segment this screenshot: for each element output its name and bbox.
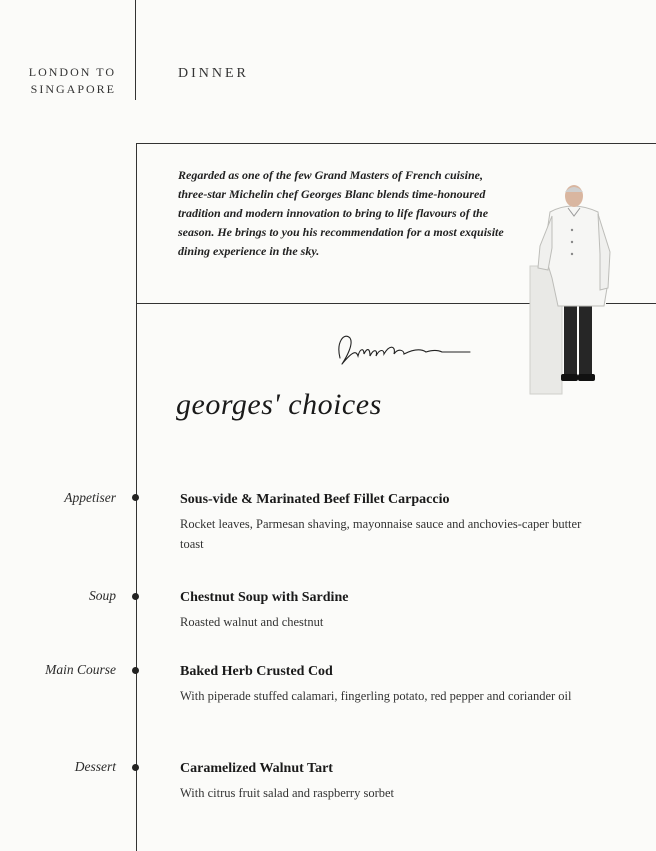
chef-photo — [528, 182, 614, 398]
intro-top-divider — [136, 143, 656, 144]
course-item-dessert — [180, 761, 590, 803]
route-line-1: LONDON TO — [28, 65, 116, 79]
route-line-2: SINGAPORE — [30, 82, 116, 96]
timeline-dot — [132, 764, 139, 771]
dish-title: Baked Herb Crusted Cod — [180, 664, 333, 679]
course-label-main-course: Main Course — [45, 662, 116, 677]
choices-title: georges' choices — [176, 388, 382, 421]
route-label — [0, 64, 116, 98]
dish-description: Rocket leaves, Parmesan shaving, mayonnaise sauce and anchovies-caper butter toast — [180, 517, 582, 551]
course-label-dessert: Dessert — [74, 759, 116, 774]
timeline-dot — [132, 494, 139, 501]
course-item-soup — [180, 590, 590, 632]
timeline-dot — [132, 667, 139, 674]
dish-description: With piperade stuffed calamari, fingerling potato, red pepper and coriander oil — [180, 689, 572, 703]
course-item-appetiser — [180, 492, 590, 554]
dish-description: Roasted walnut and chestnut — [180, 615, 324, 629]
dish-title: Sous-vide & Marinated Beef Fillet Carpaccio — [180, 492, 450, 507]
dish-title: Chestnut Soup with Sardine — [180, 590, 349, 605]
intro-bottom-divider — [136, 303, 540, 304]
course-label-appetiser: Appetiser — [64, 490, 116, 505]
timeline-dot — [132, 593, 139, 600]
chef-intro: Regarded as one of the few Grand Masters of French cuisine, three-star Michelin chef Georges Blanc blends time-honoured tradition and modern innovation to bring to life flavours of the season. He brings to you his recommendation for a most exquisite dining experience in the sky. — [178, 168, 504, 258]
chef-signature — [334, 328, 474, 372]
dish-description: With citrus fruit salad and raspberry sorbet — [180, 786, 395, 800]
dish-title: Caramelized Walnut Tart — [180, 761, 333, 776]
course-label-soup: Soup — [89, 588, 116, 603]
course-item-main-course — [180, 664, 590, 706]
meal-title: DINNER — [178, 66, 249, 81]
timeline-top-line — [135, 0, 136, 100]
